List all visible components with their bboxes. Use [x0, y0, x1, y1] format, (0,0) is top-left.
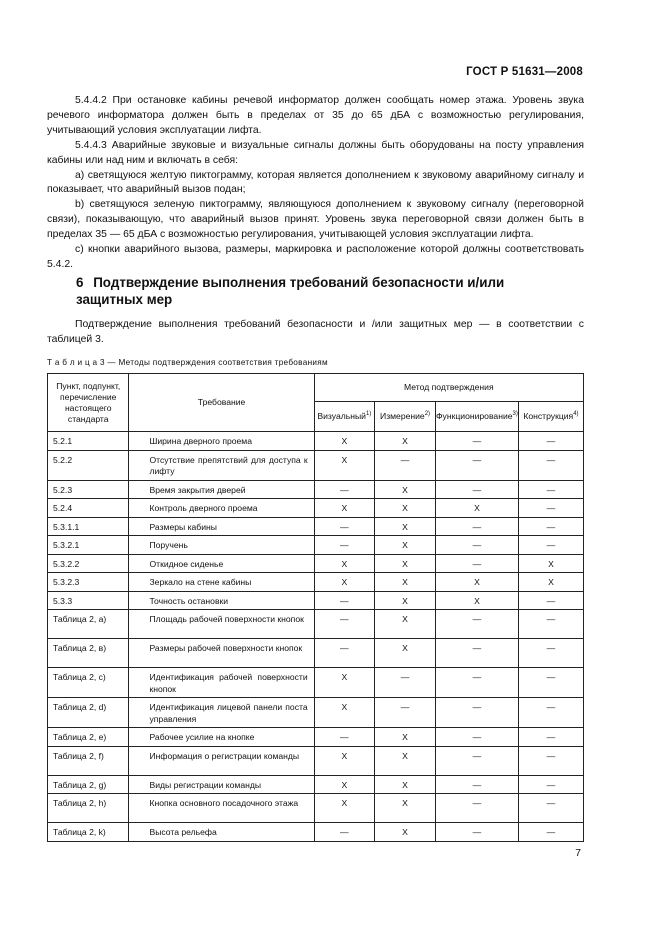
row-design: —	[518, 746, 583, 775]
row-measure: X	[375, 775, 436, 794]
section-title: Подтверждение выполнения требований безопасности и/или защитных мер	[76, 275, 505, 307]
row-requirement: Точность остановки	[129, 591, 314, 610]
row-measure: X	[375, 517, 436, 536]
row-requirement: Рабочее усилие на кнопке	[129, 728, 314, 747]
table-row	[48, 499, 584, 518]
row-design: —	[518, 480, 583, 499]
header-function: Функционирование$^{3)}$	[436, 402, 519, 432]
table-row	[48, 610, 584, 639]
row-ref: 5.3.1.1	[48, 517, 129, 536]
row-requirement: Виды регистрации команды	[129, 775, 314, 794]
row-function: —	[436, 610, 519, 639]
table-caption: Т а б л и ц а 3 — Методы подтверждения соответствия требованиям	[47, 358, 328, 367]
row-visual: X	[314, 554, 374, 573]
row-measure: X	[375, 728, 436, 747]
table-row	[48, 775, 584, 794]
row-ref: 5.2.1	[48, 432, 129, 451]
row-function: —	[436, 554, 519, 573]
row-visual: —	[314, 823, 374, 842]
row-measure: X	[375, 480, 436, 499]
row-requirement: Информация о регистрации команды	[129, 746, 314, 775]
paragraph: 5.4.4.2 При остановке кабины речевой информатор должен сообщать номер этажа. Уровень звука речевого информатора должен быть в пределах от 35 до 65 дБА с возможностью регулирования, учитывающий условия эксплуатации лифта.	[47, 95, 584, 136]
row-design: —	[518, 728, 583, 747]
row-function: —	[436, 432, 519, 451]
row-function: —	[436, 775, 519, 794]
requirements-table	[47, 373, 584, 842]
row-ref: Таблица 2, h)	[48, 794, 129, 823]
row-requirement: Идентификация рабочей поверхности кнопок	[129, 668, 314, 698]
row-ref: Таблица 2, d)	[48, 698, 129, 728]
row-visual: X	[314, 775, 374, 794]
row-design: —	[518, 639, 583, 668]
row-ref: 5.3.2.2	[48, 554, 129, 573]
row-design: —	[518, 591, 583, 610]
row-design: —	[518, 536, 583, 555]
row-requirement: Зеркало на стене кабины	[129, 573, 314, 592]
row-requirement: Размеры рабочей поверхности кнопок	[129, 639, 314, 668]
row-requirement: Кнопка основного посадочного этажа	[129, 794, 314, 823]
row-function: —	[436, 450, 519, 480]
row-function: X	[436, 591, 519, 610]
row-requirement: Площадь рабочей поверхности кнопок	[129, 610, 314, 639]
row-requirement: Идентификация лицевой панели поста управления	[129, 698, 314, 728]
row-design: —	[518, 517, 583, 536]
row-design: —	[518, 610, 583, 639]
row-measure: X	[375, 639, 436, 668]
paragraph: b) светящуюся зеленую пиктограмму, являющуюся дополнением к звуковому сигналу (переговорной связи), показывающую, что аварийный вызов принят. Уровень звука переговорной связи должен быть в пределах 35 — 65 дБА с возможностью регулирования, учитывающей условия эксплуатации лифта.	[47, 199, 584, 241]
paragraph: c) кнопки аварийного вызова, размеры, маркировка и расположение которой должны соответствовать 5.4.2.	[47, 244, 584, 270]
row-visual: —	[314, 517, 374, 536]
row-visual: X	[314, 450, 374, 480]
table-row	[48, 480, 584, 499]
table-row	[48, 554, 584, 573]
table-row	[48, 668, 584, 698]
row-function: —	[436, 480, 519, 499]
row-requirement: Отсутствие препятствий для доступа к лифту	[129, 450, 314, 480]
row-requirement: Размеры кабины	[129, 517, 314, 536]
row-design: —	[518, 698, 583, 728]
row-measure: X	[375, 554, 436, 573]
table-row	[48, 728, 584, 747]
row-measure: X	[375, 499, 436, 518]
row-function: —	[436, 639, 519, 668]
row-design: —	[518, 432, 583, 451]
section-number: 6	[76, 275, 84, 290]
row-visual: —	[314, 591, 374, 610]
row-visual: X	[314, 698, 374, 728]
row-measure: —	[375, 668, 436, 698]
row-function: X	[436, 499, 519, 518]
row-design: —	[518, 794, 583, 823]
table-row	[48, 794, 584, 823]
row-ref: Таблица 2, c)	[48, 668, 129, 698]
table-row	[48, 450, 584, 480]
table-row	[48, 536, 584, 555]
row-visual: —	[314, 728, 374, 747]
row-measure: X	[375, 573, 436, 592]
page-number: 7	[575, 848, 581, 859]
body-text	[47, 94, 584, 273]
row-ref: 5.3.2.3	[48, 573, 129, 592]
row-function: —	[436, 698, 519, 728]
row-design: —	[518, 668, 583, 698]
row-function: —	[436, 746, 519, 775]
row-visual: X	[314, 794, 374, 823]
row-requirement: Поручень	[129, 536, 314, 555]
row-requirement: Контроль дверного проема	[129, 499, 314, 518]
row-requirement: Откидное сиденье	[129, 554, 314, 573]
row-measure: X	[375, 746, 436, 775]
row-ref: 5.2.3	[48, 480, 129, 499]
row-measure: X	[375, 432, 436, 451]
table-row	[48, 639, 584, 668]
row-ref: 5.2.4	[48, 499, 129, 518]
table-row	[48, 591, 584, 610]
row-ref: Таблица 2, k)	[48, 823, 129, 842]
paragraph: a) светящуюся желтую пиктограмму, которая является дополнением к звуковому аварийному сигналу и показывает, что аварийный вызов подан;	[47, 169, 584, 196]
row-function: —	[436, 668, 519, 698]
row-visual: X	[314, 668, 374, 698]
intro-paragraph: Подтверждение выполнения требований безопасности и /или защитных мер — в соответствии с таблицей 3.	[47, 319, 584, 345]
row-design: X	[518, 573, 583, 592]
row-measure: X	[375, 794, 436, 823]
row-measure: X	[375, 536, 436, 555]
row-measure: —	[375, 698, 436, 728]
row-requirement: Время закрытия дверей	[129, 480, 314, 499]
row-ref: Таблица 2, g)	[48, 775, 129, 794]
row-visual: X	[314, 432, 374, 451]
row-ref: Таблица 2, e)	[48, 728, 129, 747]
row-visual: X	[314, 746, 374, 775]
row-ref: 5.3.3	[48, 591, 129, 610]
document-header: ГОСТ Р 51631—2008	[466, 66, 583, 78]
row-visual: X	[314, 573, 374, 592]
row-ref: Таблица 2, в)	[48, 639, 129, 668]
row-visual: —	[314, 610, 374, 639]
table-row	[48, 746, 584, 775]
header-ref: Пункт, подпункт, перечисление настоящего стандарта	[48, 374, 129, 432]
table-row	[48, 573, 584, 592]
row-design: —	[518, 775, 583, 794]
header-design: Конструкция$^{4)}$	[518, 402, 583, 432]
table-row	[48, 823, 584, 842]
row-measure: X	[375, 823, 436, 842]
table-row	[48, 432, 584, 451]
row-visual: X	[314, 499, 374, 518]
row-ref: 5.3.2.1	[48, 536, 129, 555]
row-design: —	[518, 499, 583, 518]
row-visual: —	[314, 480, 374, 499]
header-measure: Измерение$^{2)}$	[375, 402, 436, 432]
row-visual: —	[314, 536, 374, 555]
row-measure: X	[375, 591, 436, 610]
row-function: —	[436, 823, 519, 842]
row-measure: —	[375, 450, 436, 480]
row-function: —	[436, 517, 519, 536]
table-row	[48, 698, 584, 728]
row-function: —	[436, 728, 519, 747]
row-visual: —	[314, 639, 374, 668]
row-function: —	[436, 536, 519, 555]
header-method: Метод подтверждения	[314, 374, 583, 402]
row-measure: X	[375, 610, 436, 639]
row-ref: 5.2.2	[48, 450, 129, 480]
row-ref: Таблица 2, f)	[48, 746, 129, 775]
row-design: —	[518, 823, 583, 842]
row-function: X	[436, 573, 519, 592]
section-heading	[76, 274, 556, 308]
header-visual: Визуальный$^{1)}$	[314, 402, 374, 432]
row-function: —	[436, 794, 519, 823]
row-requirement: Ширина дверного проема	[129, 432, 314, 451]
row-design: —	[518, 450, 583, 480]
row-requirement: Высота рельефа	[129, 823, 314, 842]
row-ref: Таблица 2, a)	[48, 610, 129, 639]
table-row	[48, 517, 584, 536]
row-design: X	[518, 554, 583, 573]
section-intro	[47, 318, 584, 348]
paragraph: 5.4.4.3 Аварийные звуковые и визуальные сигналы должны быть оборудованы на посту управления кабины или над ним и включать в себя:	[47, 139, 584, 166]
header-requirement: Требование	[129, 374, 314, 432]
